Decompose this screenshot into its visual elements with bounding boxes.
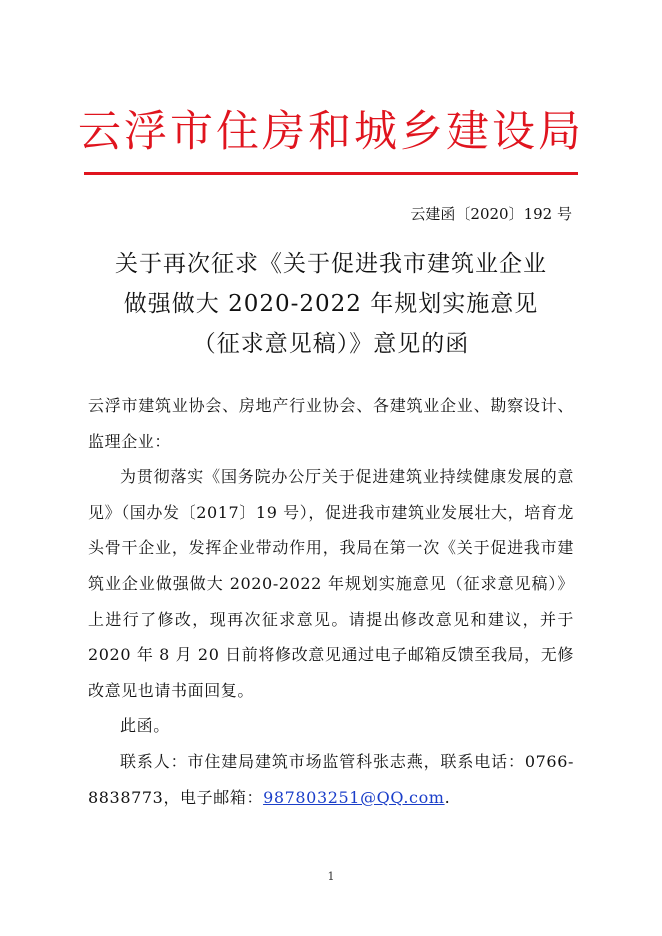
page-number: 1 [327,870,335,883]
closing-paragraph: 此函。 [120,716,170,736]
contact-text: 联系人：市住建局建筑市场监管科张志燕，联系电话：0766-8838773，电子邮箱： [88,751,574,807]
contact-paragraph [88,744,574,815]
document-subject [60,244,602,364]
document-number: 云建函〔2020〕192 号 [410,205,572,223]
main-paragraph: 为贯彻落实《国务院办公厅关于促进建筑业持续健康发展的意见》（国办发〔2017〕19 号），促进我市建筑业发展壮大，培育龙头骨干企业，发挥企业带动作用，我局在第一次《关于促进我市建筑业企业做强做大 2020-2022 年规划实施意见（征求意见稿）》上进行了修改，现再次征求意见。请提出修改意见和建议，并于 2020 年 8 月 20 日前将修改意见通过电子邮箱反馈至我局，无修改意见也请书面回复。 [88,467,574,700]
email-link[interactable]: 987803251@QQ.com [263,787,445,807]
recipients-paragraph: 云浮市建筑业协会、房地产行业协会、各建筑业企业、勘察设计、监理企业： [88,396,574,451]
contact-suffix: . [444,787,451,807]
letterhead-red-rule [84,172,578,175]
subject-line-3: （征求意见稿）》意见的函 [192,331,470,357]
subject-line-1: 关于再次征求《关于促进我市建筑业企业 [115,251,547,277]
letter-body [88,388,574,815]
letterhead-title: 云浮市住房和城乡建设局 [78,107,584,157]
subject-line-2: 做强做大 2020-2022 年规划实施意见 [123,291,539,317]
